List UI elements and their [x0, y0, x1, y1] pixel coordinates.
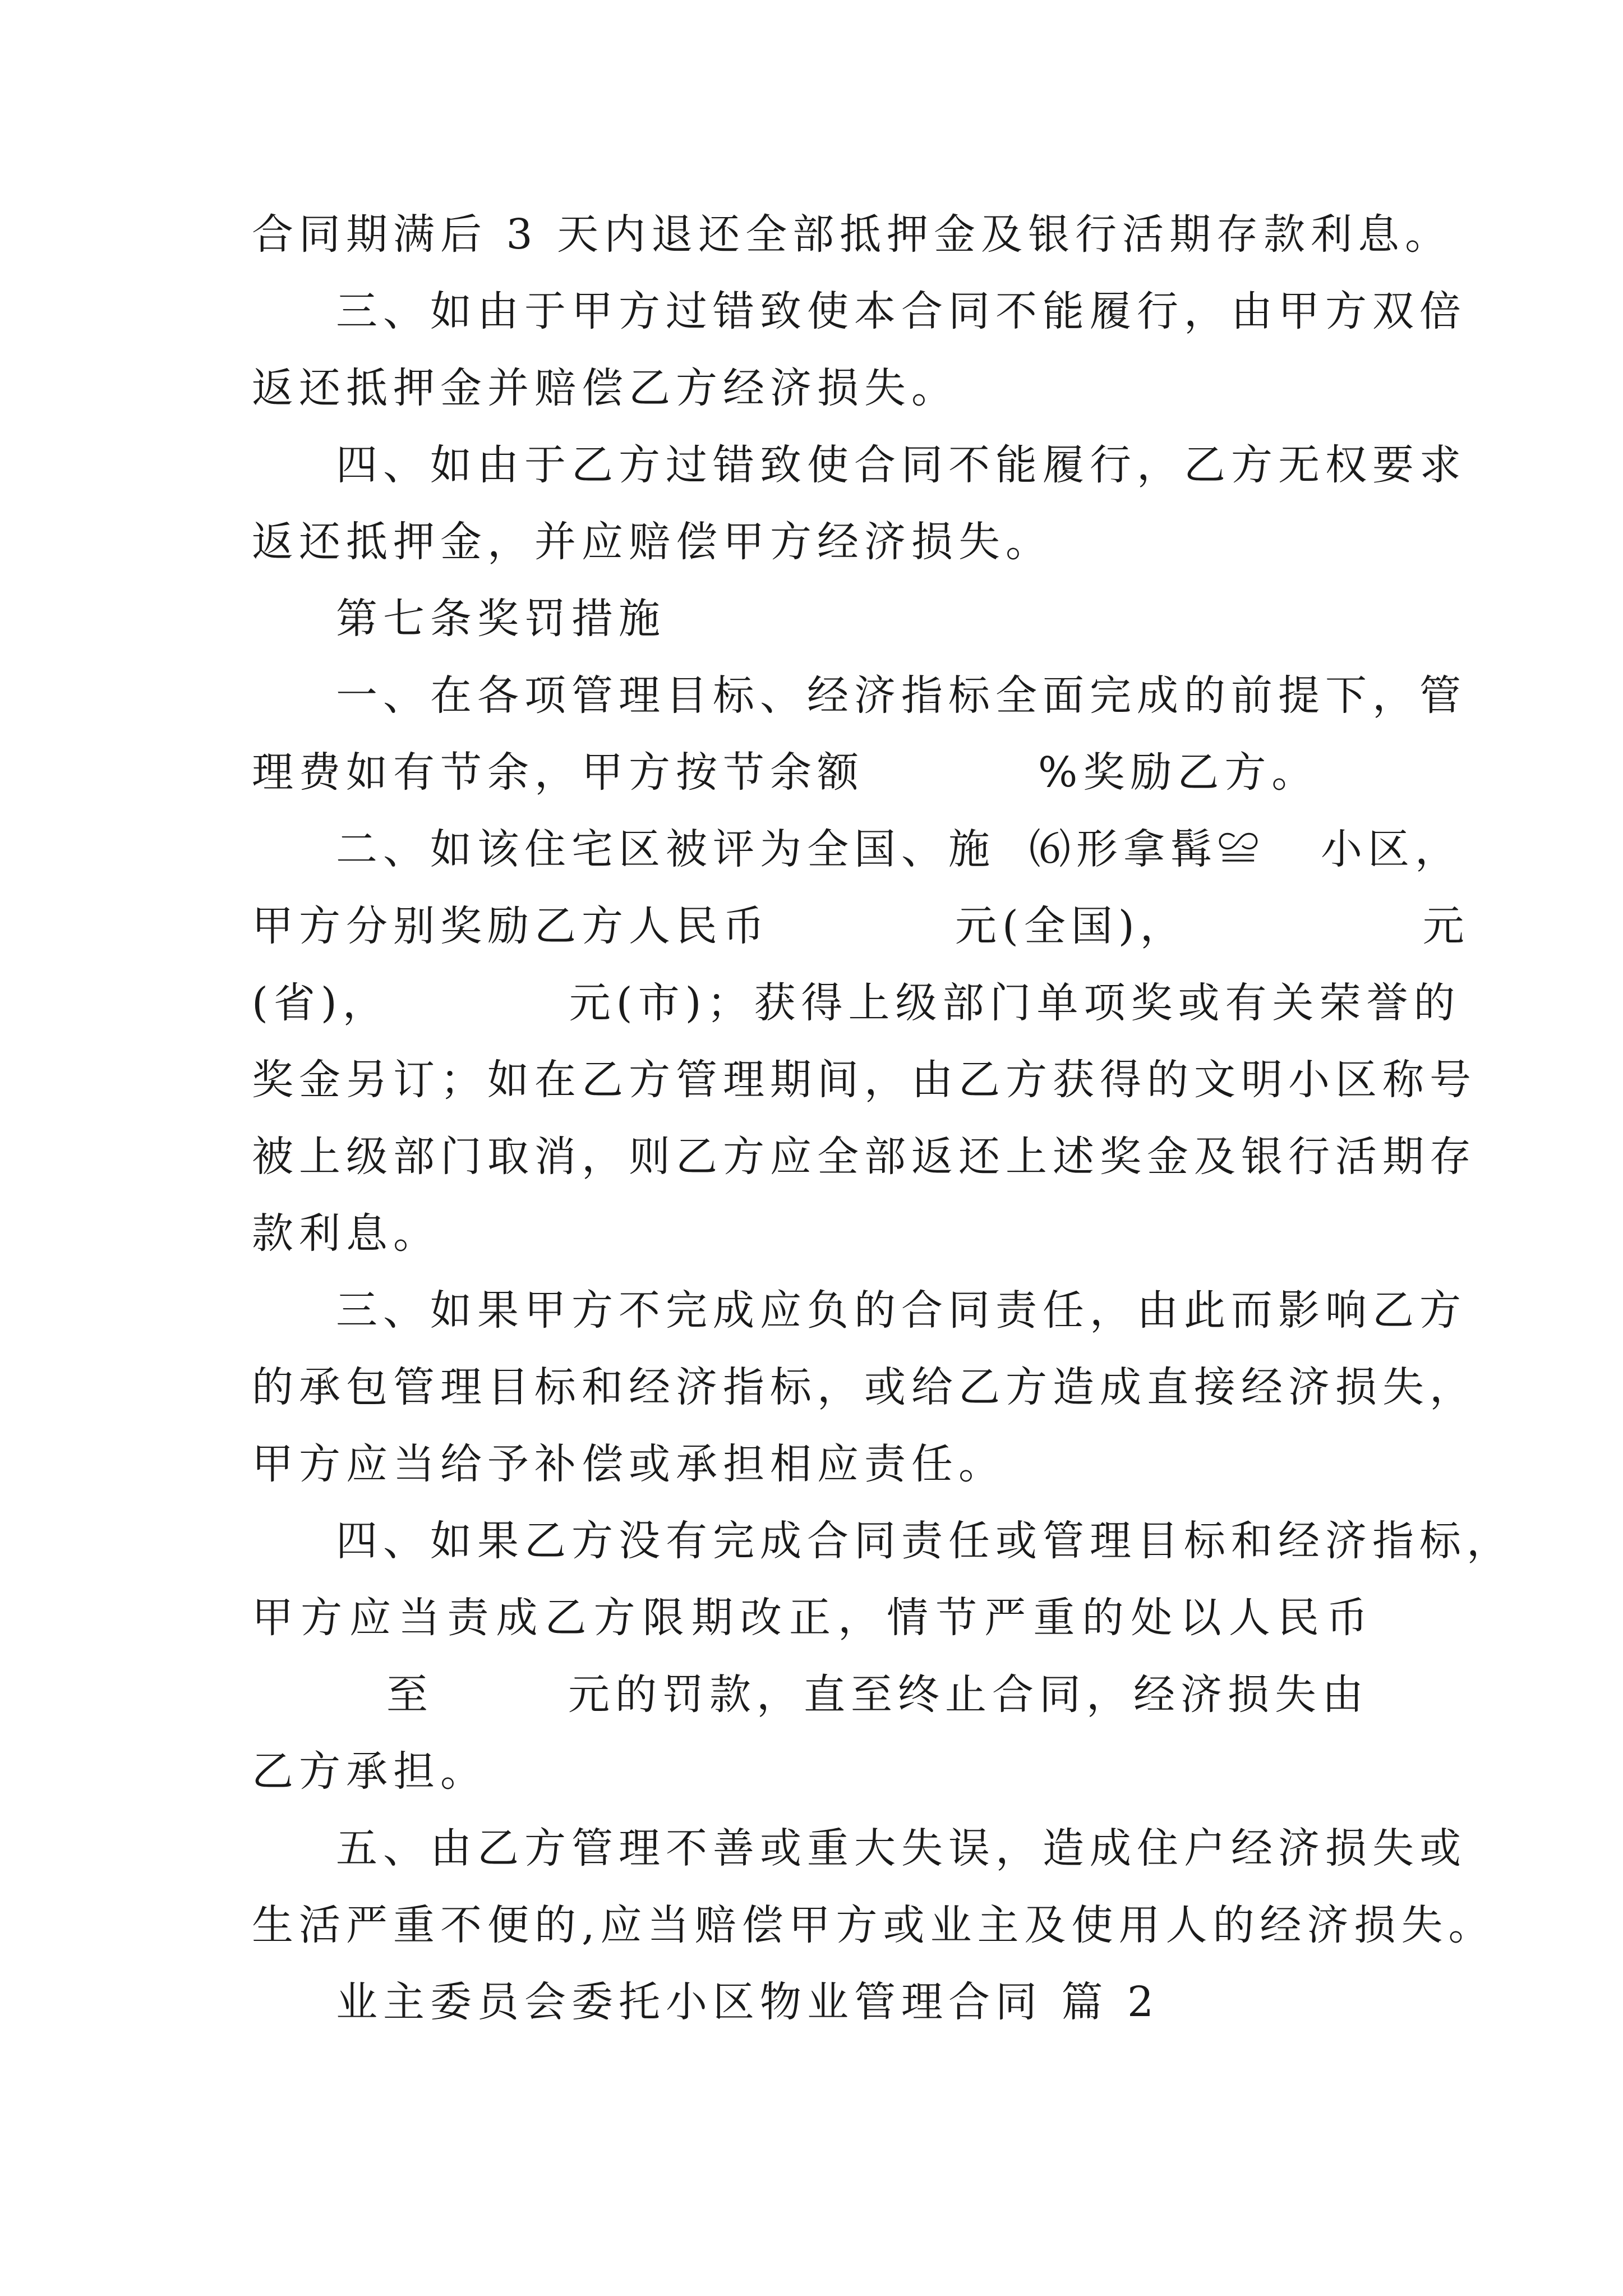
text-fragment: 二、如该住宅区被评为全国、施: [336, 825, 995, 873]
text-fragment: 甲方分别奖励乙方人民币: [252, 902, 770, 950]
text-line: 返还抵押金，并应赔偿甲方经济损失。: [252, 518, 1053, 566]
text-line: 奖金另订；如在乙方管理期间，由乙方获得的文明小区称号: [252, 1056, 1477, 1104]
text-line: 三、如由于甲方过错致使本合同不能履行，由甲方双倍: [336, 287, 1467, 335]
text-fragment: %奖励乙方。: [1038, 748, 1319, 797]
text-line: 返还抵押金并赔偿乙方经济损失。: [252, 364, 958, 412]
text-line: 一、在各项管理目标、经济指标全面完成的前提下，管: [336, 671, 1467, 720]
text-line: 的承包管理目标和经济指标，或给乙方造成直接经济损失，: [252, 1363, 1477, 1411]
text-line: 四、如果乙方没有完成合同责任或管理目标和经济指标，: [336, 1517, 1514, 1565]
text-fragment: 元(市)；获得上级部门单项奖或有关荣誉的: [569, 979, 1461, 1027]
text-line: 五、由乙方管理不善或重大失误，造成住户经济损失或: [336, 1824, 1467, 1872]
text-line: 三、如果甲方不完成应负的合同责任，由此而影响乙方: [336, 1286, 1467, 1335]
text-line: 被上级部门取消，则乙方应全部返还上述奖金及银行活期存: [252, 1133, 1477, 1181]
text-line: [252, 965, 1461, 1042]
text-line: 乙方承担。: [252, 1747, 487, 1796]
text-fragment: ⑹形拿髯≌: [1029, 825, 1265, 873]
text-fragment: 元: [1422, 902, 1470, 950]
text-fragment: 元的罚款，直至终止合同，经济损失由: [568, 1671, 1369, 1719]
text-line: [252, 734, 1373, 811]
text-fragment: (省)，: [252, 979, 390, 1027]
text-line: 款利息。: [252, 1209, 440, 1258]
text-fragment: 至: [386, 1671, 434, 1719]
text-fragment: 小区，: [1321, 825, 1462, 873]
text-line: [252, 888, 1470, 965]
text-line: 合同期满后 3 天内退还全部抵押金及银行活期存款利息。: [252, 210, 1453, 259]
text-line: [252, 1657, 1373, 1733]
text-line: 四、如由于乙方过错致使合同不能履行，乙方无权要求: [336, 441, 1467, 489]
text-line: 甲方应当给予补偿或承担相应责任。: [252, 1440, 1006, 1488]
text-fragment: 元(全国)，: [955, 902, 1187, 950]
text-line: 生活严重不便的,应当赔偿甲方或业主及使用人的经济损失。: [252, 1901, 1496, 1949]
text-line: [252, 811, 1462, 888]
section-heading: 第七条奖罚措施: [336, 595, 666, 643]
document-body: [252, 196, 1514, 2041]
section-heading: 业主委员会委托小区物业管理合同 篇 2: [336, 1978, 1160, 2026]
text-fragment: 理费如有节余，甲方按节余额: [252, 748, 864, 797]
text-line: 甲方应当责成乙方限期改正，情节严重的处以人民币: [252, 1594, 1373, 1642]
